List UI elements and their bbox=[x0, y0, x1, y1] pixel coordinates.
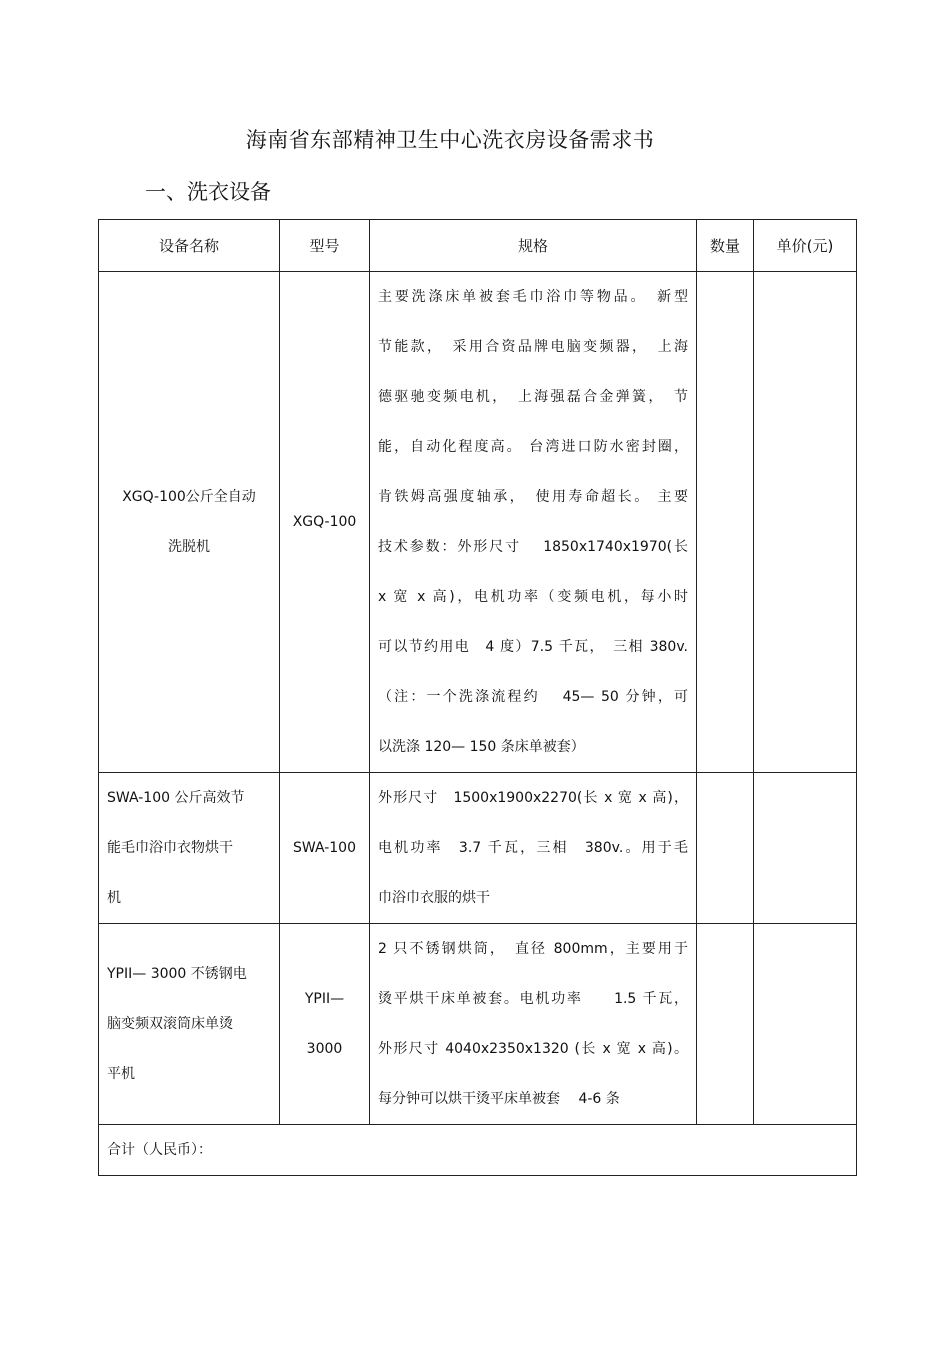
table-row bbox=[99, 272, 857, 773]
equipment-name-line: YPII— 3000 不锈钢电 bbox=[107, 966, 247, 982]
spec-line: 以洗涤 120— 150 条床单被套） bbox=[378, 739, 585, 755]
equipment-name-line: XGQ-100公斤全自动 bbox=[122, 489, 256, 505]
header-equipment-name: 设备名称 bbox=[99, 220, 280, 272]
spec-line: 节能款， 采用合资品牌电脑变频器， 上海 bbox=[378, 339, 688, 355]
equipment-name-cell bbox=[99, 773, 280, 924]
equipment-table bbox=[98, 219, 857, 1176]
equipment-name-line: 洗脱机 bbox=[168, 539, 210, 555]
model-line: SWA-100 bbox=[292, 840, 356, 856]
model-cell bbox=[280, 773, 370, 924]
unit-price-cell[interactable] bbox=[754, 773, 857, 924]
quantity-cell[interactable] bbox=[697, 773, 754, 924]
spec-line: 2 只不锈钢烘筒， 直径 800mm，主要用于 bbox=[378, 941, 688, 957]
model-cell bbox=[280, 924, 370, 1125]
equipment-name-line: 脑变频双滚筒床单烫 bbox=[107, 1016, 233, 1032]
equipment-name-line: 平机 bbox=[107, 1066, 135, 1082]
model-line: YPII— bbox=[304, 991, 345, 1007]
equipment-name-cell bbox=[99, 924, 280, 1125]
unit-price-cell[interactable] bbox=[754, 924, 857, 1125]
spec-line: 电机功率 3.7 千瓦，三相 380v.。用于毛 bbox=[378, 840, 688, 856]
unit-price-cell[interactable] bbox=[754, 272, 857, 773]
spec-line: 每分钟可以烘干烫平床单被套 4-6 条 bbox=[378, 1091, 620, 1107]
header-quantity: 数量 bbox=[697, 220, 754, 272]
spec-cell bbox=[370, 272, 697, 773]
equipment-name-line: 能毛巾浴巾衣物烘干 bbox=[107, 840, 233, 856]
header-unit-price: 单价(元) bbox=[754, 220, 857, 272]
total-row bbox=[99, 1125, 857, 1176]
equipment-name-line: 机 bbox=[107, 890, 121, 906]
table-row bbox=[99, 773, 857, 924]
spec-line: 肯铁姆高强度轴承， 使用寿命超长。 主要 bbox=[378, 489, 688, 505]
spec-cell bbox=[370, 773, 697, 924]
spec-line: 主要洗涤床单被套毛巾浴巾等物品。 新型 bbox=[378, 289, 688, 305]
document-title: 海南省东部精神卫生中心洗衣房设备需求书 bbox=[245, 128, 655, 152]
spec-line: 技术参数：外形尺寸 1850x1740x1970(长 bbox=[378, 539, 688, 555]
spec-line: 德驱驰变频电机， 上海强磊合金弹簧， 节 bbox=[378, 389, 688, 405]
spec-line: （注：一个洗涤流程约 45— 50 分钟，可 bbox=[378, 689, 688, 705]
equipment-name-cell bbox=[99, 272, 280, 773]
spec-cell bbox=[370, 924, 697, 1125]
model-line: XGQ-100 bbox=[292, 514, 357, 530]
section-heading: 一、洗衣设备 bbox=[145, 180, 271, 204]
spec-line: 能，自动化程度高。 台湾进口防水密封圈， bbox=[378, 439, 688, 455]
spec-line: 外形尺寸 4040x2350x1320 (长 x 宽 x 高)。 bbox=[378, 1041, 688, 1057]
spec-line: 可以节约用电 4 度）7.5 千瓦， 三相 380v. bbox=[378, 639, 688, 655]
spec-line: 外形尺寸 1500x1900x2270(长 x 宽 x 高)， bbox=[378, 790, 688, 806]
quantity-cell[interactable] bbox=[697, 272, 754, 773]
model-cell bbox=[280, 272, 370, 773]
total-label: 合计（人民币）： bbox=[99, 1125, 857, 1176]
table-row bbox=[99, 924, 857, 1125]
quantity-cell[interactable] bbox=[697, 924, 754, 1125]
equipment-name-line: SWA-100 公斤高效节 bbox=[107, 790, 245, 806]
spec-line: x 宽 x 高)，电机功率（变频电机，每小时 bbox=[378, 589, 688, 605]
model-line: 3000 bbox=[306, 1041, 343, 1057]
header-spec: 规格 bbox=[370, 220, 697, 272]
header-model: 型号 bbox=[280, 220, 370, 272]
spec-line: 烫平烘干床单被套。电机功率 1.5 千瓦， bbox=[378, 991, 688, 1007]
table-header-row bbox=[99, 220, 857, 272]
spec-line: 巾浴巾衣服的烘干 bbox=[378, 890, 490, 906]
